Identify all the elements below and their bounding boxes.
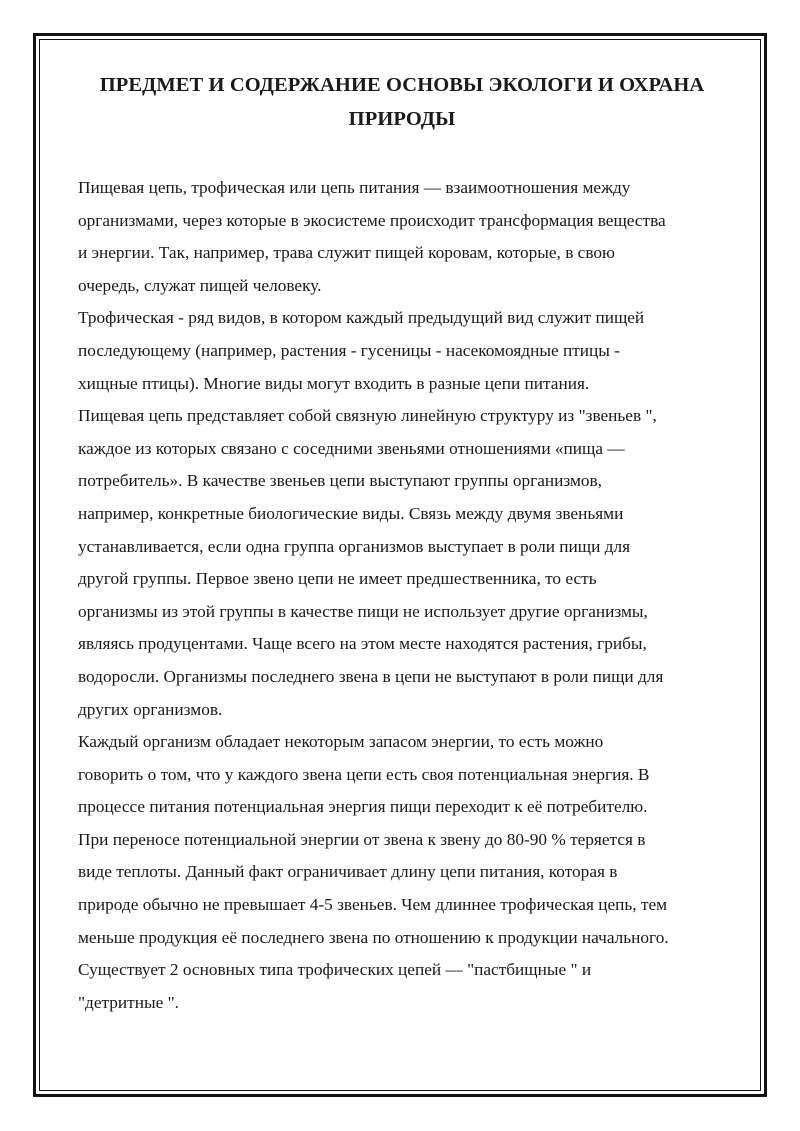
text-line: организмы из этой группы в качестве пищи не использует другие организмы,: [78, 601, 648, 621]
paragraph: [78, 172, 726, 302]
text-line: Существует 2 основных типа трофических цепей — "пастбищные " и: [78, 960, 592, 980]
text-line: потребитель». В качестве звеньев цепи выступают группы организмов,: [78, 471, 602, 491]
text-line: водоросли. Организмы последнего звена в цепи не выступают в роли пищи для: [78, 666, 664, 686]
paragraph: [78, 302, 726, 400]
text-line: организмами, через которые в экосистеме происходит трансформация вещества: [78, 210, 666, 230]
title-line: ПРЕДМЕТ И СОДЕРЖАНИЕ ОСНОВЫ ЭКОЛОГИ И ОХРАНА: [99, 74, 705, 96]
document-text: [78, 172, 726, 1019]
text-line: природе обычно не превышает 4-5 звеньев. Чем длиннее трофическая цепь, тем: [78, 895, 668, 915]
text-line: очередь, служат пищей человеку.: [78, 275, 322, 295]
title-line: ПРИРОДЫ: [348, 108, 456, 130]
document-title: [78, 68, 726, 136]
text-line: каждое из которых связано с соседними звеньями отношениями «пища —: [78, 438, 625, 458]
text-line: Трофическая - ряд видов, в котором каждый предыдущий вид служит пищей: [78, 308, 645, 328]
text-line: другой группы. Первое звено цепи не имеет предшественника, то есть: [78, 569, 597, 589]
text-line: Пищевая цепь, трофическая или цепь питания — взаимоотношения между: [78, 178, 631, 197]
text-line: говорить о том, что у каждого звена цепи есть своя потенциальная энергия. В: [78, 764, 650, 784]
paragraph: [78, 726, 726, 1019]
text-line: процессе питания потенциальная энергия пищи переходит к её потребителю.: [78, 797, 648, 817]
text-line: устанавливается, если одна группа организмов выступает в роли пищи для: [78, 536, 631, 556]
text-line: Каждый организм обладает некоторым запасом энергии, то есть можно: [78, 732, 604, 752]
text-line: хищные птицы). Многие виды могут входить в разные цепи питания.: [78, 373, 590, 393]
text-line: и энергии. Так, например, трава служит пищей коровам, которые, в свою: [78, 243, 615, 263]
text-line: других организмов.: [78, 699, 223, 719]
text-line: последующему (например, растения - гусеницы - насекомоядные птицы -: [78, 340, 620, 360]
paragraph: [78, 400, 726, 726]
text-line: являясь продуцентами. Чаще всего на этом месте находятся растения, грибы,: [78, 634, 647, 654]
text-line: виде теплоты. Данный факт ограничивает длину цепи питания, которая в: [78, 862, 618, 882]
text-line: например, конкретные биологические виды. Связь между двумя звеньями: [78, 503, 624, 523]
text-line: При переносе потенциальной энергии от звена к звену до 80-90 % теряется в: [78, 829, 646, 849]
text-line: Пищевая цепь представляет собой связную линейную структуру из "звеньев ",: [78, 406, 657, 426]
document-body: [78, 68, 726, 1019]
text-line: "детритные ".: [78, 992, 179, 1012]
text-line: меньше продукция её последнего звена по отношению к продукции начального.: [78, 927, 669, 947]
